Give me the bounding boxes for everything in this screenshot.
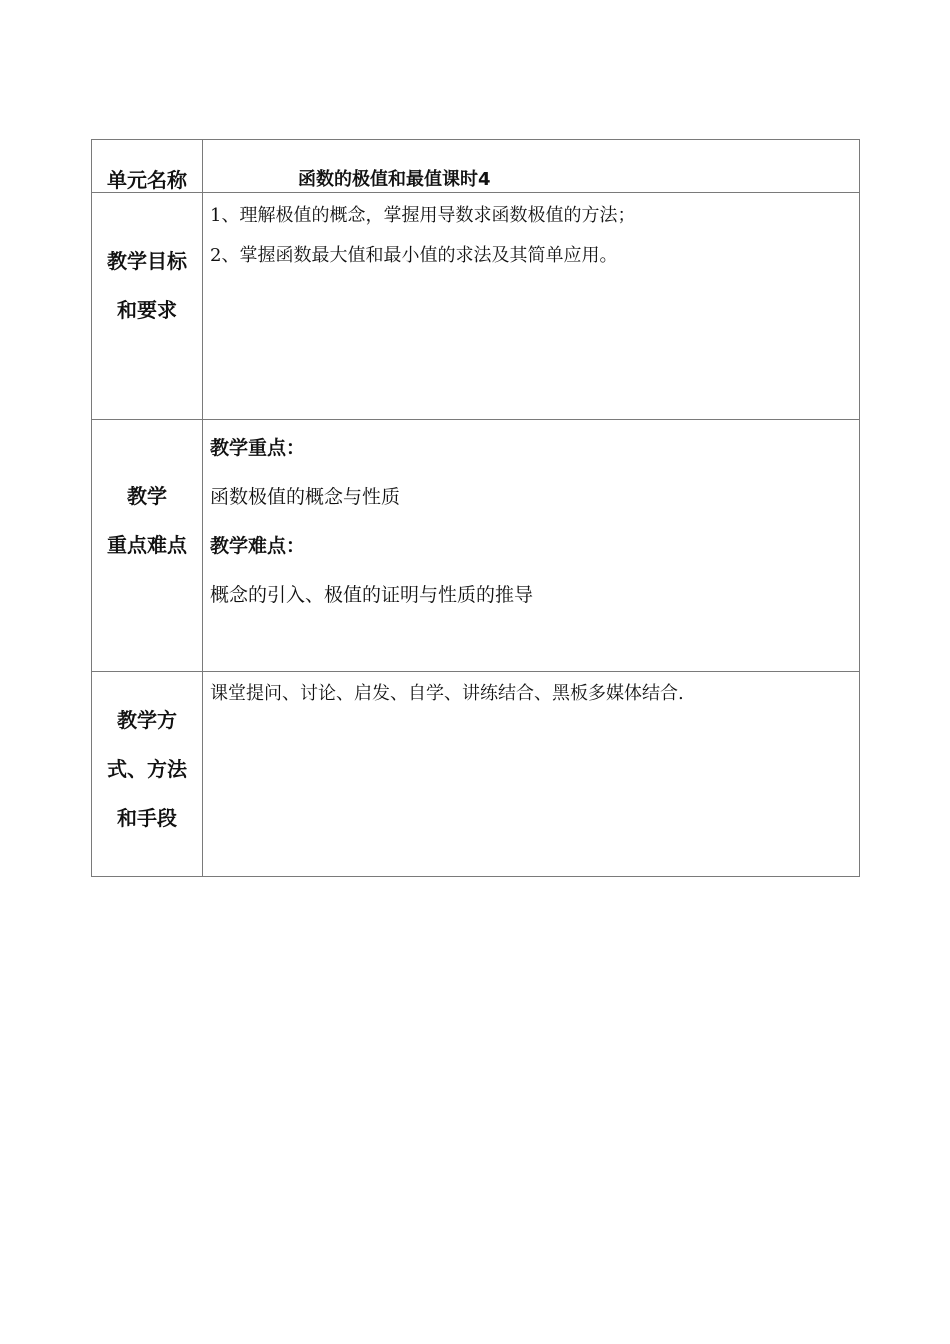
difficulty-heading: 教学难点： [210, 535, 306, 557]
key-points-label-line: 重点难点 [107, 533, 187, 557]
goals-label-line: 和要求 [117, 298, 177, 322]
goals-label-line: 教学目标 [107, 249, 187, 273]
goal-item: 2、掌握函数最大值和最小值的求法及其简单应用。 [210, 245, 618, 266]
goals-content [203, 193, 860, 420]
methods-label-line: 教学方 [117, 708, 177, 732]
key-points-label [92, 420, 203, 672]
key-points-label-line: 教学 [127, 484, 167, 508]
methods-text: 课堂提问、讨论、启发、自学、讲练结合、黑板多媒体结合. [210, 683, 684, 704]
difficulty-text: 概念的引入、极值的证明与性质的推导 [210, 584, 534, 606]
methods-label-line: 式、方法 [107, 757, 187, 781]
goal-item: 1、理解极值的概念，掌握用导数求函数极值的方法； [210, 205, 636, 226]
unit-name-label: 单元名称 [92, 140, 203, 193]
methods-row [92, 672, 860, 877]
methods-content [203, 672, 860, 877]
unit-name-value: 函数的极值和最值课时4 [203, 140, 860, 193]
key-points-row [92, 420, 860, 672]
focus-text: 函数极值的概念与性质 [210, 486, 401, 508]
goals-row [92, 193, 860, 420]
methods-label [92, 672, 203, 877]
key-points-content [203, 420, 860, 672]
goals-label [92, 193, 203, 420]
lesson-plan-table [91, 139, 860, 877]
methods-label-line: 和手段 [117, 806, 177, 830]
focus-heading: 教学重点： [210, 437, 306, 459]
unit-name-row [92, 140, 860, 193]
